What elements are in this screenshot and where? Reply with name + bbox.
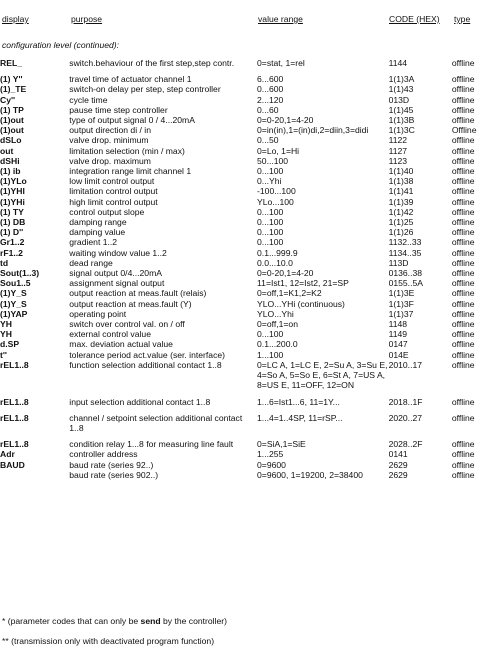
- cell-type: offline: [451, 166, 475, 177]
- cell-purpose: assignment signal output: [69, 278, 165, 289]
- cell-value-range: YLO...YHi (continuous): [257, 298, 345, 309]
- cell-code: 1132..33: [388, 237, 422, 248]
- cell-value-range: 0.0...10.0: [257, 257, 293, 268]
- cell-purpose: high limit control output: [69, 196, 158, 207]
- cell-value-range: 6...600: [257, 74, 284, 85]
- cell-code: 1(1)25: [388, 217, 414, 228]
- cell-type: offline: [451, 196, 475, 207]
- table-row: [0, 248, 492, 258]
- table-row: [0, 115, 492, 125]
- cell-type: offline: [451, 58, 475, 68]
- cell-purpose: gradient 1..2: [69, 237, 118, 248]
- cell-display: (1)YHI: [0, 186, 25, 197]
- header-value-range: value range: [258, 14, 303, 24]
- cell-value-range: -100...100: [257, 186, 296, 197]
- cell-code: 1(1)38: [388, 176, 414, 187]
- cell-purpose: tolerance period act.value (ser. interface): [69, 349, 226, 360]
- cell-code: 2629: [388, 459, 408, 470]
- table-row: [0, 207, 492, 217]
- cell-display: Sout(1..3): [0, 268, 40, 279]
- table-header: [0, 14, 492, 26]
- cell-purpose: output reaction at meas.fault (Y): [69, 298, 192, 309]
- cell-value-range: YLo...100: [257, 196, 294, 207]
- footnote-send-bold: send: [140, 616, 161, 626]
- cell-display: rEL1..8: [0, 396, 29, 407]
- cell-value-range: 1...100: [257, 349, 284, 360]
- table-row: [0, 176, 492, 186]
- cell-code: 1(1)3F: [388, 298, 414, 309]
- cell-code: 1(1)42: [388, 206, 414, 217]
- cell-value-range: 0=9600, 1=19200, 2=38400: [257, 469, 363, 480]
- cell-display: td: [0, 257, 9, 268]
- cell-value-range: 0...600: [257, 84, 284, 95]
- table-row: [0, 470, 492, 480]
- parameter-table: [0, 58, 492, 480]
- cell-display: REL_: [0, 58, 22, 68]
- table-row: [0, 135, 492, 145]
- table-row: [0, 217, 492, 227]
- cell-code: 1127: [388, 145, 408, 156]
- cell-display: Cy'': [0, 94, 16, 105]
- cell-code: 1(1)3A: [388, 74, 415, 85]
- cell-purpose: channel / setpoint selection additional contact 1..8: [69, 412, 243, 433]
- cell-type: offline: [451, 349, 475, 360]
- cell-purpose: type of output signal 0 / 4...20mA: [69, 115, 195, 126]
- cell-type: offline: [451, 227, 475, 238]
- cell-value-range: 0...100: [257, 206, 284, 217]
- cell-code: 0155..5A: [388, 278, 423, 289]
- cell-display: rEL1..8: [0, 412, 29, 423]
- cell-display: out: [0, 145, 14, 156]
- cell-purpose: switch.behaviour of the first step,step contr.: [69, 58, 235, 68]
- cell-code: 1(1)39: [388, 196, 414, 207]
- cell-code: 014E: [388, 349, 409, 360]
- cell-purpose: function selection additional contact 1..8: [69, 359, 222, 370]
- cell-value-range: 0.1...999.9: [257, 247, 298, 258]
- cell-type: offline: [451, 74, 475, 85]
- cell-type: offline: [451, 339, 475, 350]
- cell-purpose: integration range limit channel 1: [69, 166, 192, 177]
- cell-purpose: dead range: [69, 257, 113, 268]
- cell-type: Offline: [451, 125, 477, 136]
- cell-type: offline: [451, 206, 475, 217]
- table-row: [0, 439, 492, 449]
- table-row: [0, 227, 492, 237]
- cell-type: offline: [451, 268, 475, 279]
- cell-purpose: operating point: [69, 308, 127, 319]
- cell-type: offline: [451, 145, 475, 156]
- cell-type: offline: [451, 298, 475, 309]
- cell-type: offline: [451, 257, 475, 268]
- cell-display: (1) TY: [0, 206, 24, 217]
- table-row: [0, 95, 492, 105]
- table-row: [0, 350, 492, 360]
- cell-purpose: input selection additional contact 1..8: [69, 396, 211, 407]
- cell-code: 1122: [388, 135, 408, 146]
- cell-value-range: 0...100: [257, 227, 284, 238]
- cell-purpose: controller address: [69, 449, 138, 460]
- cell-purpose: condition relay 1...8 for measuring line fault: [69, 439, 234, 450]
- cell-code: 1(1)3E: [388, 288, 415, 299]
- cell-code: 1149: [388, 329, 408, 340]
- cell-display: (1) ib: [0, 166, 21, 177]
- cell-type: offline: [451, 237, 475, 248]
- cell-purpose: max. deviation actual value: [69, 339, 173, 350]
- cell-type: offline: [451, 439, 475, 450]
- cell-display: (1)YHi: [0, 196, 25, 207]
- cell-purpose: output reaction at meas.fault (relais): [69, 288, 207, 299]
- cell-display: Adr: [0, 449, 15, 460]
- cell-display: Gr1..2: [0, 237, 25, 248]
- footnote-send-text: * (parameter codes that can only be: [2, 616, 141, 626]
- cell-value-range: 0=LC A, 1=LC E, 2=Su A, 3=Su E, 4=So A, 5=So E, 6=St A, 7=US A, 8=US E, 11=OFF, 12=ON: [257, 359, 388, 391]
- table-row: [0, 299, 492, 309]
- cell-purpose: external control value: [69, 329, 151, 340]
- cell-value-range: 0=off,1=K1,2=K2: [257, 288, 322, 299]
- parameter-table-body: [0, 58, 492, 480]
- cell-display: rEL1..8: [0, 439, 29, 450]
- cell-purpose: switch-on delay per step, step controller: [69, 84, 221, 95]
- cell-value-range: 0...100: [257, 166, 284, 177]
- cell-value-range: 0=Lo, 1=Hi: [257, 145, 300, 156]
- table-row: [0, 360, 492, 391]
- cell-type: offline: [451, 412, 475, 423]
- cell-code: 1(1)26: [388, 227, 414, 238]
- cell-value-range: 0...Yhi: [257, 176, 282, 187]
- footnote-program: ** (transmission only with deactivated program function): [2, 636, 215, 646]
- cell-value-range: 0=9600: [257, 459, 286, 470]
- cell-code: 1(1)3C: [388, 125, 415, 136]
- cell-value-range: 11=Ist1, 12=Ist2, 21=SP: [257, 278, 349, 289]
- cell-value-range: 0.1...200.0: [257, 339, 298, 350]
- cell-purpose: limitation control output: [69, 186, 158, 197]
- cell-display: (1)out: [0, 125, 24, 136]
- cell-value-range: 0...100: [257, 217, 284, 228]
- cell-code: 1144: [388, 58, 408, 68]
- cell-type: offline: [451, 84, 475, 95]
- cell-value-range: 2...120: [257, 94, 284, 105]
- cell-purpose: waiting window value 1..2: [69, 247, 167, 258]
- cell-type: offline: [451, 104, 475, 115]
- cell-type: offline: [451, 247, 475, 258]
- cell-code: 1123: [388, 155, 408, 166]
- table-row: [0, 413, 492, 433]
- cell-code: 1148: [388, 319, 408, 330]
- table-row: [0, 460, 492, 470]
- cell-code: 1(1)40: [388, 166, 414, 177]
- cell-code: 1(1)3B: [388, 115, 415, 126]
- table-row: [0, 105, 492, 115]
- cell-purpose: baud rate (series 902..): [69, 469, 159, 480]
- cell-value-range: 0=0-20,1=4-20: [257, 115, 314, 126]
- cell-value-range: 0=0-20,1=4-20: [257, 268, 314, 279]
- table-row: [0, 166, 492, 176]
- cell-display: dSLo: [0, 135, 22, 146]
- section-title: configuration level (continued):: [2, 40, 120, 50]
- header-display: display: [2, 14, 29, 24]
- cell-code: 0141: [388, 449, 408, 460]
- cell-display: t'': [0, 349, 7, 360]
- table-row: [0, 74, 492, 84]
- table-row: [0, 397, 492, 407]
- cell-display: (1)Y_S: [0, 288, 27, 299]
- cell-purpose: travel time of actuator channel 1: [69, 74, 192, 85]
- cell-display: d.SP: [0, 339, 20, 350]
- cell-value-range: 1...4=1..4SP, 11=rSP...: [257, 412, 343, 423]
- cell-type: offline: [451, 288, 475, 299]
- cell-display: BAUD: [0, 459, 25, 470]
- cell-type: offline: [451, 359, 475, 370]
- table-row: [0, 146, 492, 156]
- table-row: [0, 125, 492, 135]
- header-code-hex: CODE (HEX): [389, 14, 440, 24]
- cell-display: (1)YLo: [0, 176, 27, 187]
- cell-type: offline: [451, 94, 475, 105]
- cell-type: offline: [451, 176, 475, 187]
- cell-purpose: switch over control val. on / off: [69, 319, 185, 330]
- cell-value-range: 1...6=Ist1...6, 11=1Y...: [257, 396, 340, 407]
- header-purpose: purpose: [71, 14, 103, 24]
- cell-type: offline: [451, 115, 475, 126]
- cell-code: 1(1)45: [388, 104, 414, 115]
- cell-code: 2010..17: [388, 359, 423, 370]
- cell-code: 113D: [388, 257, 409, 268]
- cell-value-range: 0=SiA,1=SiE: [257, 439, 306, 450]
- table-row: [0, 237, 492, 247]
- cell-type: offline: [451, 396, 475, 407]
- cell-code: 013D: [388, 94, 410, 105]
- table-row: [0, 288, 492, 298]
- table-row: [0, 309, 492, 319]
- table-row: [0, 156, 492, 166]
- cell-code: 1(1)37: [388, 308, 414, 319]
- cell-display: [0, 470, 69, 480]
- footnote-send: [2, 616, 227, 626]
- cell-purpose: low limit control output: [69, 176, 155, 187]
- table-row: [0, 278, 492, 288]
- cell-purpose: signal output 0/4...20mA: [69, 268, 162, 279]
- table-row: [0, 339, 492, 349]
- cell-purpose: cycle time: [69, 94, 108, 105]
- cell-type: offline: [451, 186, 475, 197]
- table-row: [0, 449, 492, 459]
- cell-code: 1(1)43: [388, 84, 414, 95]
- cell-display: Sou1..5: [0, 278, 31, 289]
- cell-code: 2028..2F: [388, 439, 423, 450]
- cell-purpose: damping value: [69, 227, 126, 238]
- cell-display: (1)_TE: [0, 84, 27, 95]
- cell-code: 2020..27: [388, 412, 423, 423]
- cell-display: (1)YAP: [0, 308, 28, 319]
- cell-value-range: 0...100: [257, 237, 284, 248]
- cell-display: YH: [0, 329, 12, 340]
- cell-code: 0147: [388, 339, 408, 350]
- cell-code: 1(1)41: [388, 186, 414, 197]
- table-row: [0, 186, 492, 196]
- cell-purpose: output direction di / in: [69, 125, 151, 136]
- cell-type: offline: [451, 329, 475, 340]
- cell-type: offline: [451, 135, 475, 146]
- cell-purpose: limitation selection (min / max): [69, 145, 185, 156]
- table-row: [0, 319, 492, 329]
- cell-type: offline: [451, 319, 475, 330]
- cell-code: 1134..35: [388, 247, 422, 258]
- cell-display: (1)out: [0, 115, 24, 126]
- cell-display: (1) DB: [0, 217, 26, 228]
- cell-type: offline: [451, 217, 475, 228]
- cell-code: 2629: [388, 469, 408, 480]
- cell-value-range: 1...255: [257, 449, 284, 460]
- cell-display: (1) TP: [0, 104, 24, 115]
- table-row: [0, 258, 492, 268]
- footnote-send-text-end: by the controller): [160, 616, 228, 626]
- cell-purpose: valve drop. minimum: [69, 135, 149, 146]
- header-type: type: [454, 14, 471, 24]
- table-row: [0, 268, 492, 278]
- cell-display: dSHi: [0, 155, 20, 166]
- cell-purpose: valve drop. maximum: [69, 155, 151, 166]
- cell-display: YH: [0, 319, 12, 330]
- table-row: [0, 84, 492, 94]
- cell-type: offline: [451, 308, 475, 319]
- cell-display: (1)Y_S: [0, 298, 27, 309]
- cell-code: 2018..1F: [388, 396, 423, 407]
- cell-display: (1) D'': [0, 227, 24, 238]
- cell-purpose: damping range: [69, 217, 127, 228]
- cell-value-range: 0=stat, 1=rel: [257, 58, 305, 68]
- cell-value-range: YLO...Yhi: [257, 308, 294, 319]
- cell-type: offline: [451, 459, 475, 470]
- cell-purpose: pause time step controller: [69, 104, 168, 115]
- cell-value-range: 0...60: [257, 104, 279, 115]
- cell-type: offline: [451, 449, 475, 460]
- cell-purpose: baud rate (series 92..): [69, 459, 154, 470]
- cell-value-range: 50...100: [257, 155, 289, 166]
- cell-value-range: 0=off,1=on: [257, 319, 298, 330]
- cell-type: offline: [451, 278, 475, 289]
- cell-value-range: 0=in(in),1=(in)di,2=diin,3=didi: [257, 125, 369, 136]
- cell-display: (1) Y'': [0, 74, 23, 85]
- table-row: [0, 329, 492, 339]
- cell-value-range: 0...100: [257, 329, 284, 340]
- cell-type: offline: [451, 155, 475, 166]
- cell-display: rF1..2: [0, 247, 23, 258]
- cell-display: rEL1..8: [0, 359, 29, 370]
- cell-code: 0136..38: [388, 268, 423, 279]
- cell-value-range: 0...50: [257, 135, 279, 146]
- table-row: [0, 58, 492, 68]
- cell-type: offline: [451, 469, 475, 480]
- table-row: [0, 197, 492, 207]
- cell-purpose: control output slope: [69, 206, 145, 217]
